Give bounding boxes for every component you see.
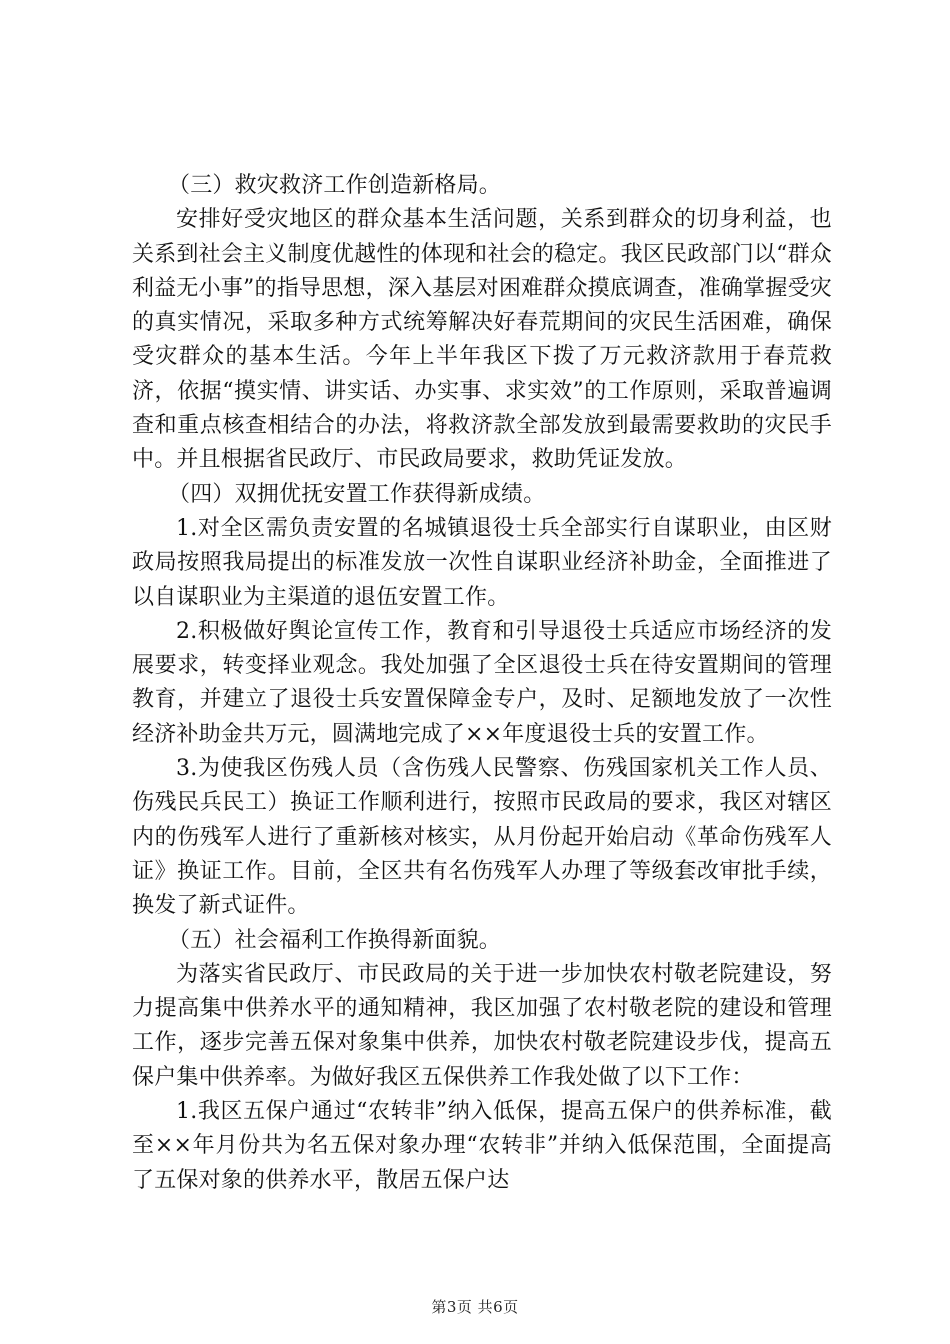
paragraph-item-3: 3.为使我区伤残人员（含伤残人民警察、伤残国家机关工作人员、伤残民兵民工）换证工作顺利进行，按照市民政局的要求，我区对辖区内的伤残军人进行了重新核对核实，从月份起开始启动《革命伤残军人证》换证工作。目前，全区共有名伤残军人办理了等级套改审批手续，换发了新式证件。: [132, 756, 832, 919]
section-heading-3: （三）救灾救济工作创造新格局。: [168, 173, 502, 198]
paragraph-item-2: 2.积极做好舆论宣传工作，教育和引导退役士兵适应市场经济的发展要求，转变择业观念。我处加强了全区退役士兵在待安置期间的管理教育，并建立了退役士兵安置保障金专户，及时、足额地发放了一次性经济补助金共万元，圆满地完成了××年度退役士兵的安置工作。: [132, 618, 832, 747]
paragraph-item-1: 1.对全区需负责安置的名城镇退役士兵全部实行自谋职业，由区财政局按照我局提出的标准发放一次性自谋职业经济补助金，全面推进了以自谋职业为主渠道的退伍安置工作。: [132, 515, 832, 610]
paragraph-disaster-relief: 安排好受灾地区的群众基本生活问题，关系到群众的切身利益，也关系到社会主义制度优越性的体现和社会的稳定。我区民政部门以“群众利益无小事”的指导思想，深入基层对困难群众摸底调查，准确掌握受灾的真实情况，采取多种方式统筹解决好春荒期间的灾民生活困难，确保受灾群众的基本生活。今年上半年我区下拨了万元救济款用于春荒救济，依据“摸实情、讲实话、办实事、求实效”的工作原则，采取普遍调查和重点核查相结合的办法，将救济款全部发放到最需要救助的灾民手中。并且根据省民政厅、市民政局要求，救助凭证发放。: [132, 207, 832, 473]
paragraph-welfare-item-1: 1.我区五保户通过“农转非”纳入低保，提高五保户的供养标准，截至××年月份共为名五保对象办理“农转非”并纳入低保范围，全面提高了五保对象的供养水平，散居五保户达: [132, 1099, 832, 1193]
section-heading-4: （四）双拥优抚安置工作获得新成绩。: [168, 481, 546, 507]
page-footer: 第3页 共6页: [431, 1298, 519, 1316]
section-heading-5: （五）社会福利工作换得新面貌。: [168, 927, 502, 953]
document-body: [132, 169, 832, 1198]
paragraph-welfare: 为落实省民政厅、市民政局的关于进一步加快农村敬老院建设，努力提高集中供养水平的通知精神，我区加强了农村敬老院的建设和管理工作，逐步完善五保对象集中供养，加快农村敬老院建设步伐，提高五保户集中供养率。为做好我区五保供养工作我处做了以下工作：: [132, 961, 832, 1090]
